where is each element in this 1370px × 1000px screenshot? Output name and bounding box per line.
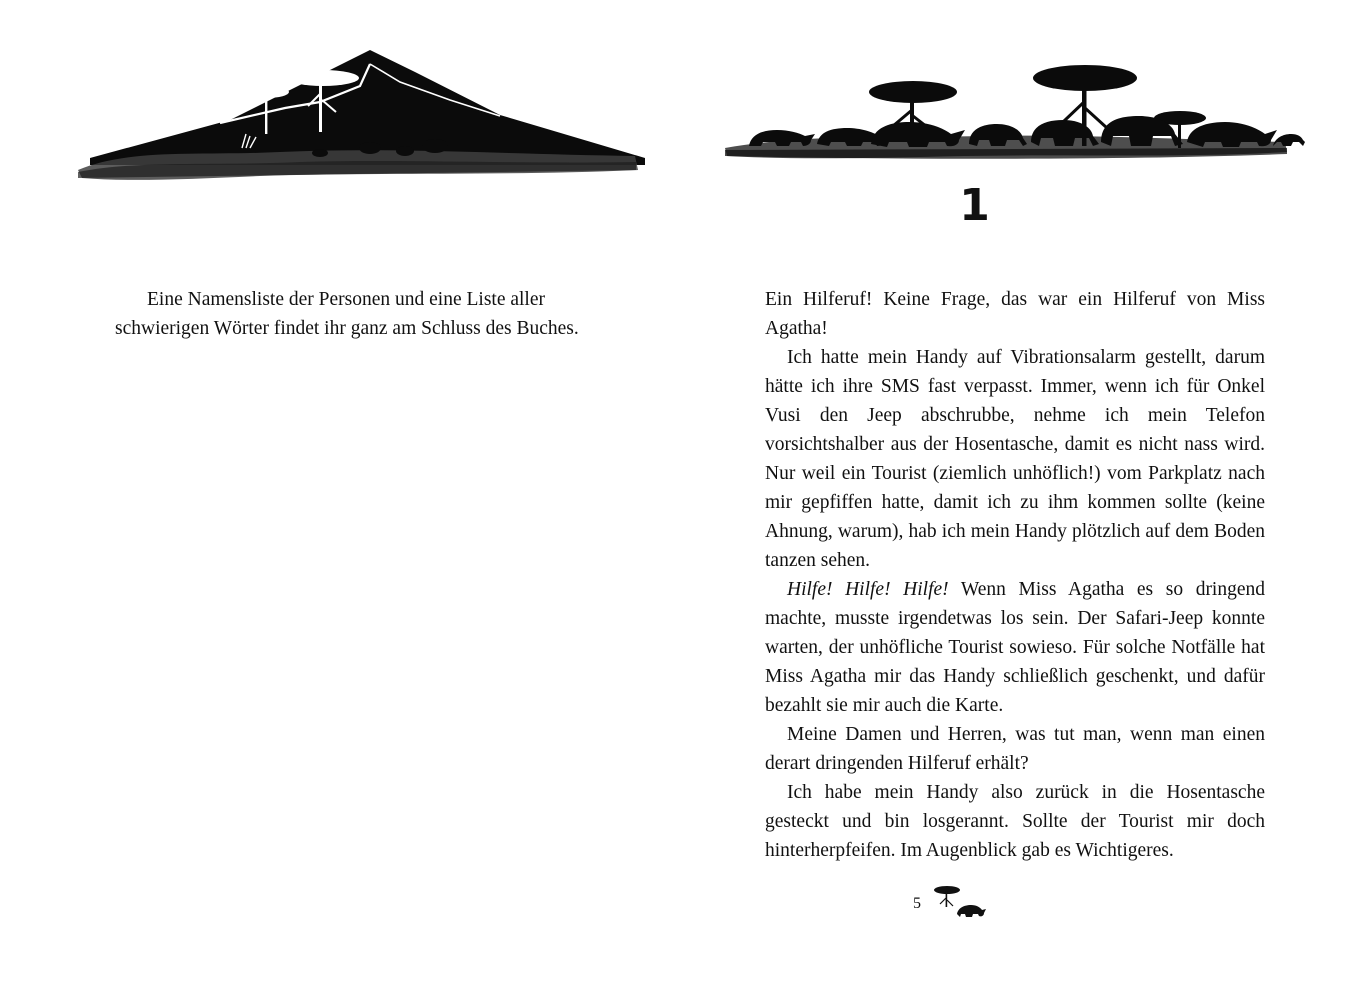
chapter-number: 1 [959, 180, 991, 231]
chapter-body [765, 285, 1265, 865]
savanna-animals-illustration [725, 30, 1305, 170]
paragraph-3 [765, 575, 1265, 720]
paragraph-1: Ein Hilferuf! Keine Frage, das war ein Hilferuf von Miss Agatha! [765, 289, 1265, 339]
paragraph-3-italic-lead: Hilfe! Hilfe! Hilfe! [787, 579, 949, 600]
paragraph-4: Meine Damen und Herren, was tut man, wenn man einen derart dringenden Hilferuf erhält? [765, 724, 1265, 774]
paragraph-5: Ich habe mein Handy also zurück in die Hosentasche gesteckt und bin losgerannt. Sollte der Tourist mir doch hinterherpfeifen. Im Augenblick gab es Wichtigeres. [765, 782, 1265, 861]
paragraph-2: Ich hatte mein Handy auf Vibrationsalarm gestellt, darum hätte ich ihre SMS fast verpasst. Immer, wenn ich für Onkel Vusi den Jeep abschrubbe, nehme ich mein Telefon vorsichtshalber aus der Hosentasche, damit es nicht nass wird. Nur weil ein Tourist (ziemlich unhöflich!) vom Parkplatz nach mir gepfiffen hatte, damit ich zu ihm kommen sollte (keine Ahnung, warum), hab ich mein Handy plötzlich auf dem Boden tanzen sehen. [765, 347, 1265, 571]
note-paragraph: Eine Namensliste der Personen und eine Liste aller schwierigen Wörter findet ihr ganz am Schluss des Buches. [115, 289, 579, 339]
page-number: 5 [913, 895, 921, 912]
paragraph-3-text: Wenn Miss Agatha es so dringend machte, musste irgendetwas los sein. Der Safari-Jeep konnte warten, der unhöfliche Tourist sowieso. Für solche Notfälle hat Miss Agatha mir das Handy schließlich geschenkt, und dafür bezahlt sie mir auch die Karte. [765, 579, 1266, 716]
right-page [685, 0, 1370, 1000]
mountain-landscape-illustration [70, 20, 660, 200]
left-page-note [115, 285, 585, 343]
warthog-ornament-icon [931, 878, 991, 923]
